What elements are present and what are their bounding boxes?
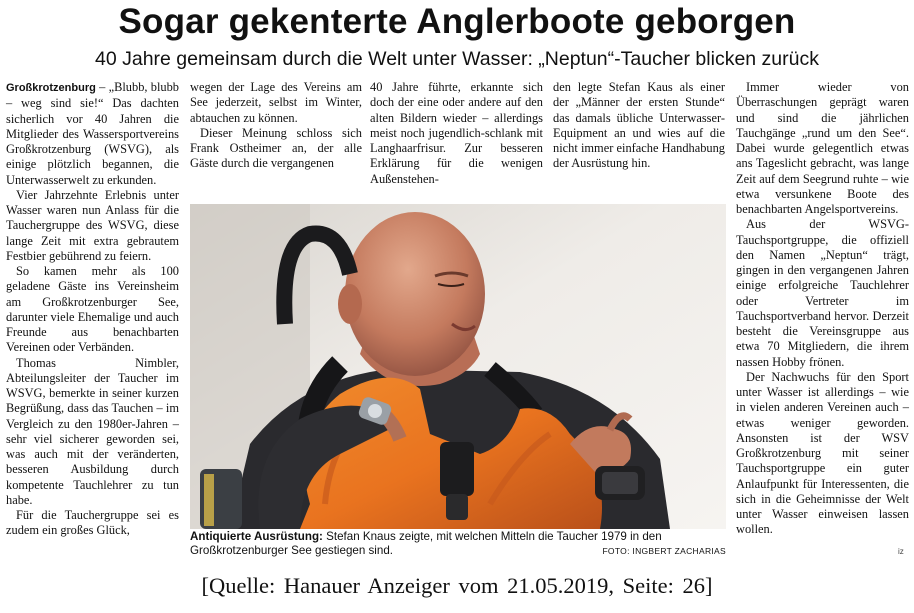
- paragraph: Vier Jahrzehnte Erlebnis unter Wasser waren nun Anlass für die Tauchergruppe des WSVG, diese lange Zeit mit extra gebrautem Festbier gebührend zu feiern.: [6, 187, 179, 263]
- article-column-2: [190, 80, 362, 205]
- article-column-4: [553, 80, 725, 205]
- paragraph: Immer wieder von Überraschungen geprägt waren und sind die jährlichen Tauchgänge „rund um den See“. Dabei wurde gelegentlich etwas ans Tageslicht gebracht, was lange Zeit auf dem Seegrund ruhte – wie etwa versunkene Boote des benachbarten Angelsportvereins.: [736, 80, 909, 216]
- paragraph-text: – „Blubb, blubb – weg sind sie!“ Das dachten sicherlich vor 40 Jahren die Mitglieder des Wassersportvereins Großkrotzenburg (WSVG), als einige plötzlich begannen, die Unterwasserwelt zu erkunden.: [6, 80, 179, 187]
- paragraph: wegen der Lage des Vereins am See jederzeit, selbst im Winter, abtauchen zu können.: [190, 80, 362, 125]
- article-column-3: [370, 80, 543, 205]
- paragraph: Für die Tauchergruppe sei es zudem ein großes Glück,: [6, 508, 179, 538]
- article-column-5: [736, 80, 909, 560]
- paragraph: Aus der WSVG-Tauchsportgruppe, die offiziell den Namen „Neptun“ trägt, gingen in den vergangenen Jahren einige erfolgreiche Tauchlehrer oder Vertreter im Tauchsportverband hervor. Derzeit besteht die Vereinsgruppe aus etwa 70 Mitgliedern, die ihrem nassen Hobby frönen.: [736, 217, 909, 369]
- paragraph: Der Nachwuchs für den Sport unter Wasser ist allerdings – wie in vielen anderen Vereinen auch – etwas weniger geworden. Ansonsten ist der WSV Großkrotzenburg mit seiner Tauchsportgruppe ein guter Anlaufpunkt für Interessenten, die sich in die Geheimnisse der Welt unter Wasser einweisen lassen wollen.: [736, 369, 909, 537]
- paragraph: [6, 80, 179, 188]
- article-headline: Sogar gekenterte Anglerboote geborgen: [118, 2, 796, 41]
- dateline: Großkrotzenburg: [6, 82, 96, 94]
- caption-label: Antiquierte Ausrüstung:: [190, 530, 323, 543]
- paragraph: den legte Stefan Kaus als einer der „Männer der ersten Stunde“ das damals übliche Unterwasser-Equipment an und wies auf die nicht immer einfache Handhabung der Ausrüstung hin.: [553, 80, 725, 171]
- article-photo: [190, 204, 726, 529]
- caption-text: Stefan Knaus zeigte, mit welchen Mitteln die Taucher 1979 in den: [322, 530, 662, 543]
- photo-credit: FOTO: INGBERT ZACHARIAS: [602, 546, 726, 556]
- caption-text-line2: Großkrotzenburger See gestiegen sind.: [190, 544, 394, 557]
- diver-illustration: [190, 204, 726, 529]
- source-citation: [Quelle: Hanauer Anzeiger vom 21.05.2019, Seite: 26]: [201, 573, 713, 598]
- photo-caption: [190, 530, 726, 558]
- article-subheadline: 40 Jahre gemeinsam durch die Welt unter Wasser: „Neptun“-Taucher blicken zurück: [95, 48, 819, 70]
- author-initials: iz: [898, 547, 904, 556]
- article-column-1: [6, 80, 179, 560]
- paragraph: Dieser Meinung schloss sich Frank Ostheimer an, der alle Gäste durch die vergangenen: [190, 125, 362, 171]
- paragraph: Thomas Nimbler, Abteilungsleiter der Taucher im WSVG, bemerkte in seiner kurzen Begrüßung, dass das Tauchen – im Vergleich zu den 1980er-Jahren – sehr viel sicherer geworden sei, was auch mit der veränderten, besseren Ausbildung durch kompetente Tauchlehrer zu tun habe.: [6, 355, 179, 507]
- paragraph: 40 Jahre führte, erkannte sich doch der eine oder andere auf den alten Bildern wieder – allerdings meist noch jugendlich-schlank mit Langhaarfrisur. Zur besseren Erklärung für die wenigen Außenstehen-: [370, 80, 543, 186]
- paragraph: So kamen mehr als 100 geladene Gäste ins Vereinsheim am Großkrotzenburger See, darunter viele Ehemalige und auch Freunde aus benachbarten Vereinen oder Verbänden.: [6, 264, 179, 355]
